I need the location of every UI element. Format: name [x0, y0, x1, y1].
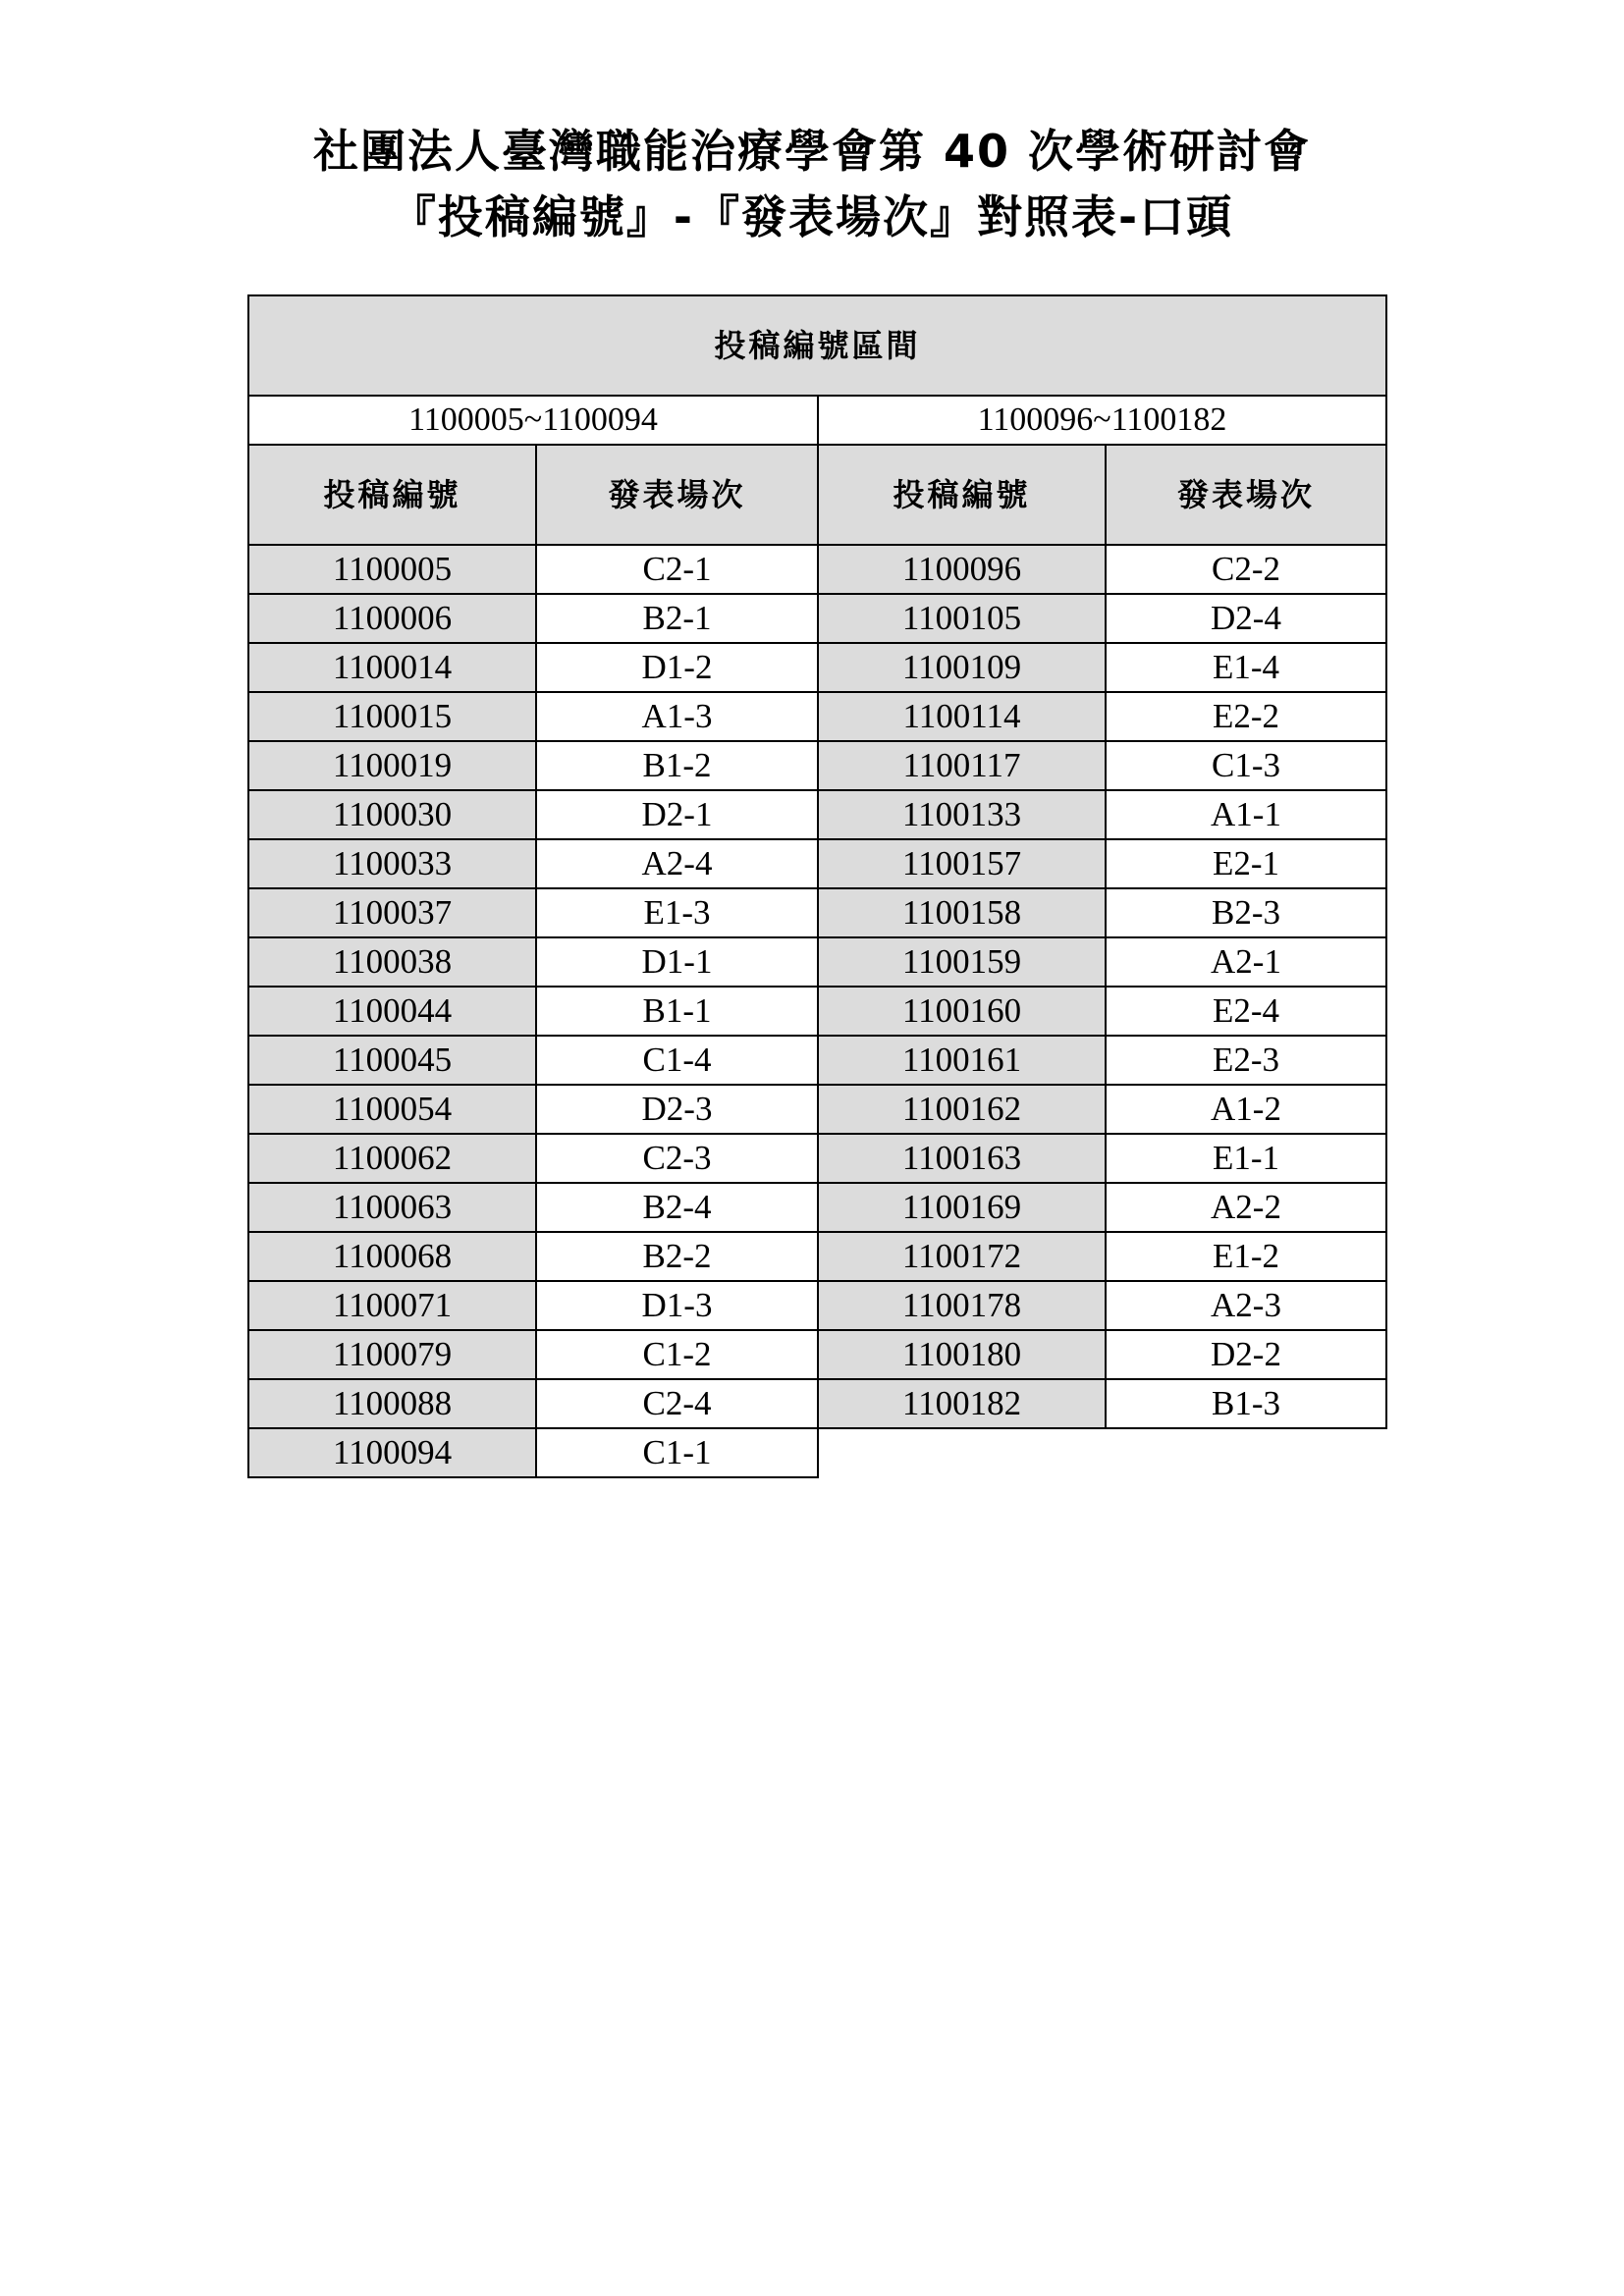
right-id-cell: 1100159	[818, 937, 1106, 987]
right-id-cell: 1100169	[818, 1183, 1106, 1232]
left-id-cell: 1100063	[248, 1183, 536, 1232]
col-header-session-left: 發表場次	[536, 445, 818, 545]
right-id-cell: 1100178	[818, 1281, 1106, 1330]
left-id-cell: 1100037	[248, 888, 536, 937]
left-session-cell: C2-4	[536, 1379, 818, 1428]
right-id-cell: 1100105	[818, 594, 1106, 643]
range-left-cell: 1100005~1100094	[248, 396, 818, 445]
right-id-cell: 1100096	[818, 545, 1106, 594]
right-session-cell: E1-1	[1106, 1134, 1386, 1183]
col-header-session-right: 發表場次	[1106, 445, 1386, 545]
left-session-cell: A1-3	[536, 692, 818, 741]
left-session-cell: B2-1	[536, 594, 818, 643]
left-id-cell: 1100006	[248, 594, 536, 643]
left-id-cell: 1100044	[248, 987, 536, 1036]
right-session-cell: B2-3	[1106, 888, 1386, 937]
left-session-cell: B1-2	[536, 741, 818, 790]
right-session-cell: C2-2	[1106, 545, 1386, 594]
table-row	[248, 839, 1386, 888]
table-row	[248, 692, 1386, 741]
submission-session-table	[247, 294, 1387, 1478]
table-row	[248, 594, 1386, 643]
left-session-cell: D1-1	[536, 937, 818, 987]
left-session-cell: A2-4	[536, 839, 818, 888]
column-header-row	[248, 445, 1386, 545]
table-row	[248, 1428, 1386, 1477]
table-row	[248, 741, 1386, 790]
col-header-id-right: 投稿編號	[818, 445, 1106, 545]
left-session-cell: D2-1	[536, 790, 818, 839]
col-header-id-left: 投稿編號	[248, 445, 536, 545]
table-row	[248, 1134, 1386, 1183]
table-row	[248, 790, 1386, 839]
right-id-cell: 1100133	[818, 790, 1106, 839]
right-session-cell: E2-1	[1106, 839, 1386, 888]
left-session-cell: C1-4	[536, 1036, 818, 1085]
range-row	[248, 396, 1386, 445]
left-id-cell: 1100014	[248, 643, 536, 692]
table-row	[248, 545, 1386, 594]
right-id-cell: 1100160	[818, 987, 1106, 1036]
left-id-cell: 1100033	[248, 839, 536, 888]
right-id-cell: 1100180	[818, 1330, 1106, 1379]
left-id-cell: 1100094	[248, 1428, 536, 1477]
table-row	[248, 1085, 1386, 1134]
left-id-cell: 1100038	[248, 937, 536, 987]
left-id-cell: 1100005	[248, 545, 536, 594]
table-body	[248, 295, 1386, 1477]
left-id-cell: 1100015	[248, 692, 536, 741]
table-header-row	[248, 295, 1386, 396]
right-session-cell: A2-3	[1106, 1281, 1386, 1330]
left-id-cell: 1100088	[248, 1379, 536, 1428]
left-session-cell: C1-1	[536, 1428, 818, 1477]
right-session-cell: E2-4	[1106, 987, 1386, 1036]
left-session-cell: B2-4	[536, 1183, 818, 1232]
right-session-cell: E1-4	[1106, 643, 1386, 692]
left-session-cell: C2-3	[536, 1134, 818, 1183]
table-row	[248, 987, 1386, 1036]
right-session-cell: E1-2	[1106, 1232, 1386, 1281]
empty-cell	[818, 1428, 1106, 1477]
right-id-cell: 1100182	[818, 1379, 1106, 1428]
left-session-cell: D1-2	[536, 643, 818, 692]
document-subtitle: 『投稿編號』-『發表場次』對照表-口頭	[390, 190, 1234, 243]
right-session-cell: A2-1	[1106, 937, 1386, 987]
left-id-cell: 1100045	[248, 1036, 536, 1085]
table-row	[248, 1379, 1386, 1428]
right-session-cell: E2-2	[1106, 692, 1386, 741]
table-row	[248, 1281, 1386, 1330]
right-session-cell: A2-2	[1106, 1183, 1386, 1232]
right-session-cell: D2-2	[1106, 1330, 1386, 1379]
empty-cell	[1106, 1428, 1386, 1477]
left-id-cell: 1100019	[248, 741, 536, 790]
table-row	[248, 1183, 1386, 1232]
left-session-cell: B2-2	[536, 1232, 818, 1281]
document-title: 社團法人臺灣職能治療學會第 40 次學術研討會	[312, 125, 1312, 178]
right-session-cell: D2-4	[1106, 594, 1386, 643]
left-id-cell: 1100030	[248, 790, 536, 839]
right-id-cell: 1100161	[818, 1036, 1106, 1085]
left-id-cell: 1100079	[248, 1330, 536, 1379]
right-id-cell: 1100109	[818, 643, 1106, 692]
table-row	[248, 1036, 1386, 1085]
right-id-cell: 1100117	[818, 741, 1106, 790]
right-id-cell: 1100158	[818, 888, 1106, 937]
left-id-cell: 1100071	[248, 1281, 536, 1330]
table-row	[248, 1232, 1386, 1281]
main-header-cell: 投稿編號區間	[248, 295, 1386, 396]
left-id-cell: 1100062	[248, 1134, 536, 1183]
left-id-cell: 1100068	[248, 1232, 536, 1281]
table-row	[248, 643, 1386, 692]
right-session-cell: B1-3	[1106, 1379, 1386, 1428]
right-id-cell: 1100157	[818, 839, 1106, 888]
table-row	[248, 937, 1386, 987]
right-id-cell: 1100163	[818, 1134, 1106, 1183]
right-session-cell: A1-1	[1106, 790, 1386, 839]
left-session-cell: E1-3	[536, 888, 818, 937]
right-session-cell: C1-3	[1106, 741, 1386, 790]
left-id-cell: 1100054	[248, 1085, 536, 1134]
left-session-cell: D2-3	[536, 1085, 818, 1134]
left-session-cell: D1-3	[536, 1281, 818, 1330]
table-row	[248, 888, 1386, 937]
left-session-cell: C1-2	[536, 1330, 818, 1379]
right-session-cell: A1-2	[1106, 1085, 1386, 1134]
right-id-cell: 1100114	[818, 692, 1106, 741]
left-session-cell: B1-1	[536, 987, 818, 1036]
table-row	[248, 1330, 1386, 1379]
left-session-cell: C2-1	[536, 545, 818, 594]
right-id-cell: 1100162	[818, 1085, 1106, 1134]
range-right-cell: 1100096~1100182	[818, 396, 1386, 445]
right-id-cell: 1100172	[818, 1232, 1106, 1281]
right-session-cell: E2-3	[1106, 1036, 1386, 1085]
